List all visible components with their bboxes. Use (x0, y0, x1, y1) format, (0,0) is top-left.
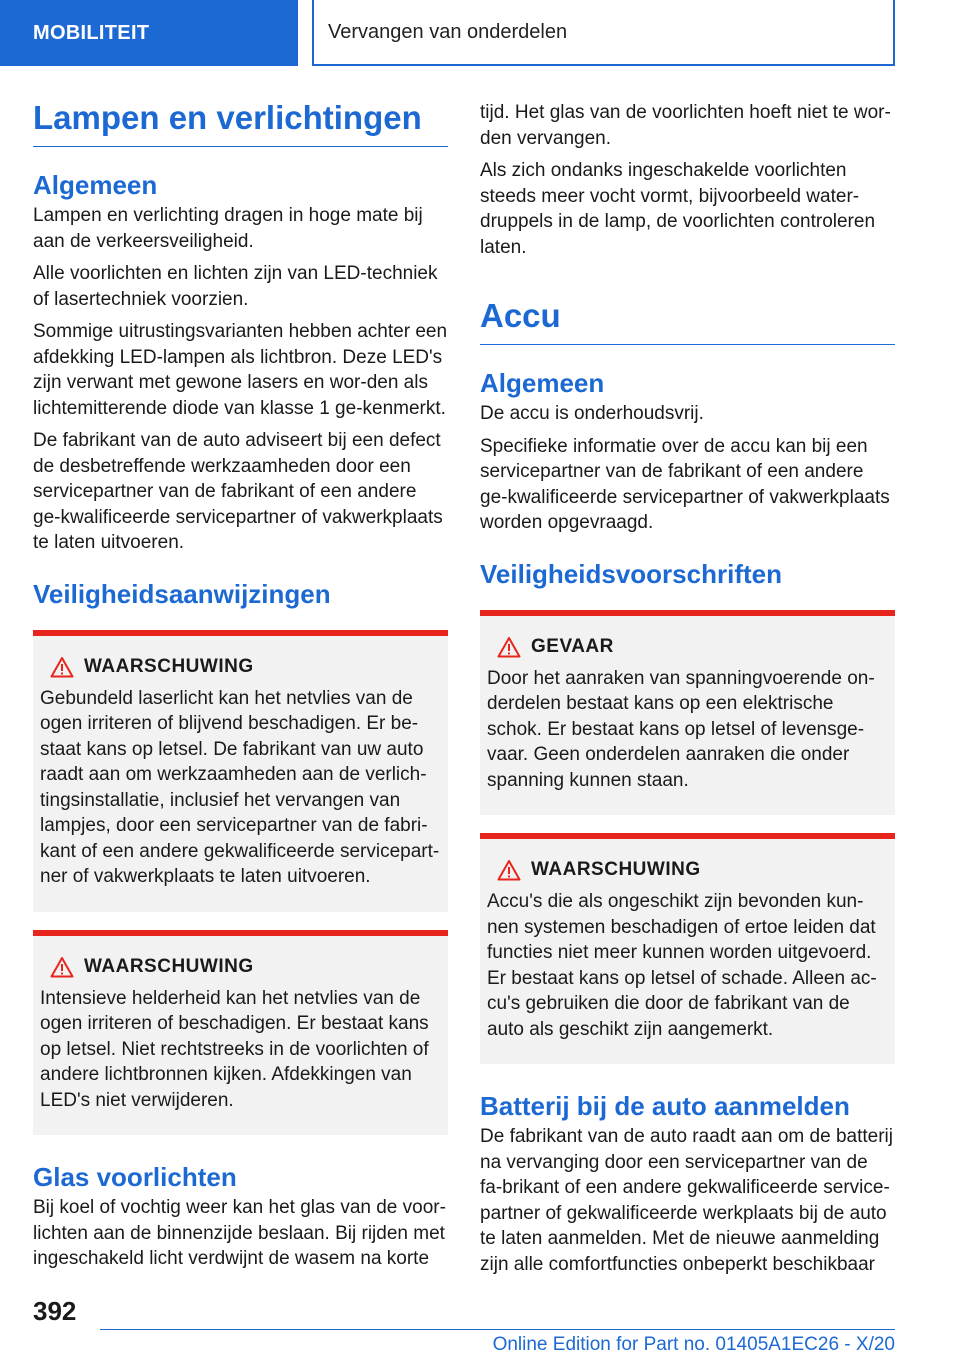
heading-veiligheidsaanwijzingen: Veiligheidsaanwijzingen (33, 578, 331, 609)
chapter-title-lampen: Lampen en verlichtingen (33, 96, 448, 147)
warning-notice (33, 630, 448, 912)
left-column (33, 96, 448, 1279)
heading-batterij-aanmelden: Batterij bij de auto aanmelden (480, 1091, 850, 1121)
notice-text: Intensieve helderheid kan het netvlies van de ogen irriteren of beschadigen. Er bestaat kans op letsel. Niet rechtstreeks in de voorlichten of andere lichtbronnen kijken. Afdekkingen van LED's niet verwijderen. (40, 987, 429, 1111)
notice-text: Gebundeld laserlicht kan het netvlies van de ogen irriteren of blijvend beschadigen. Er be-staat kans op letsel. De fabrikant van uw auto raadt aan om werkzaamheden aan de verlich-tingsinstallatie, inclusief het vervangen van lampjes, door een servicepartner van de fabri-kant of een andere gekwalificeerde servicepart-ner of vakwerkplaats te laten uitvoeren. (40, 687, 440, 887)
paragraph: tijd. Het glas van de voorlichten hoeft niet te wor-den vervangen. (480, 102, 891, 149)
notice-label: GEVAAR (531, 635, 614, 657)
notice-header (40, 956, 440, 978)
notice-header (487, 636, 887, 658)
warning-notice (480, 833, 895, 1064)
paragraph: De fabrikant van de auto adviseert bij een defect de desbetreffende werkzaamheden door een servicepartner van de fabrikant of een andere ge-kwalificeerde servicepartner of vakwerkplaats te laten uitvoeren. (33, 430, 443, 553)
notice-header (487, 859, 887, 881)
topic-title: Vervangen van onderdelen (312, 0, 895, 66)
paragraph: Specifieke informatie over de accu kan bij een servicepartner van de fabrikant of een andere ge-kwalificeerde servicepartner of vakwerkplaats worden opgevraagd. (480, 435, 890, 533)
page-header (0, 0, 960, 66)
notice-header (40, 656, 440, 678)
notice-label: WAARSCHUWING (84, 655, 254, 677)
warning-triangle-icon (40, 656, 84, 678)
warning-triangle-icon (40, 956, 84, 978)
danger-notice (480, 610, 895, 816)
section-tab: MOBILITEIT (0, 0, 298, 66)
paragraph: Sommige uitrustingsvarianten hebben achter een afdekking LED-lampen als lichtbron. Deze LED's zijn verwant met gewone lasers en wor-den als lichtemitterende diode van klasse 1 ge-kenmerkt. (33, 321, 448, 419)
notice-label: WAARSCHUWING (84, 955, 254, 977)
chapter-title-accu: Accu (480, 294, 895, 345)
paragraph: Alle voorlichten en lichten zijn van LED-techniek of lasertechniek voorzien. (33, 263, 438, 310)
warning-notice (33, 930, 448, 1136)
notice-text: Accu's die als ongeschikt zijn bevonden kun-nen systemen beschadigen of ertoe leiden dat functies niet meer kunnen worden uitgevoerd. Er bestaat kans op letsel of schade. Alleen ac-cu's gebruiken die door de fabrikant van de auto als geschikt zijn aangemerkt. (487, 891, 877, 1040)
warning-triangle-icon (487, 636, 531, 658)
page-number: 392 (33, 1296, 77, 1326)
footer-divider (100, 1329, 895, 1330)
notice-text: Door het aanraken van spanningvoerende on-derdelen bestaat kans op een elektrische schok. Er bestaat kans op letsel of levensge-vaar. Geen onderdelen aanraken die onder spanning kunnen staan. (487, 667, 875, 791)
paragraph: Als zich ondanks ingeschakelde voorlichten steeds meer vocht vormt, bijvoorbeeld water-druppels in de lamp, de voorlichten controleren laten. (480, 160, 876, 258)
paragraph: De accu is onderhoudsvrij. (480, 403, 704, 424)
paragraph: Lampen en verlichting dragen in hoge mate bij aan de verkeersveiligheid. (33, 205, 423, 252)
edition-info: Online Edition for Part no. 01405A1EC26 - X/20 (492, 1334, 895, 1355)
heading-veiligheidsvoorschriften: Veiligheidsvoorschriften (480, 558, 782, 589)
heading-algemeen: Algemeen (33, 170, 158, 200)
notice-label: WAARSCHUWING (531, 859, 701, 880)
heading-glas-voorlichten: Glas voorlichten (33, 1162, 237, 1192)
right-column (480, 100, 895, 1284)
warning-triangle-icon (487, 859, 531, 881)
paragraph: De fabrikant van de auto raadt aan om de batterij na vervanging door een servicepartner van de fa-brikant of een andere gekwalificeerde service-partner of gekwalificeerde werkplaats bij de auto te laten aanmelden. Met de nieuwe aanmelding zijn alle comfortfuncties onbeperkt beschikbaar (480, 1126, 893, 1275)
heading-algemeen: Algemeen (480, 368, 605, 398)
paragraph: Bij koel of vochtig weer kan het glas van de voor-lichten aan de binnenzijde beslaan. Bij rijden met ingeschakeld licht verdwijnt de wasem na korte (33, 1197, 446, 1269)
